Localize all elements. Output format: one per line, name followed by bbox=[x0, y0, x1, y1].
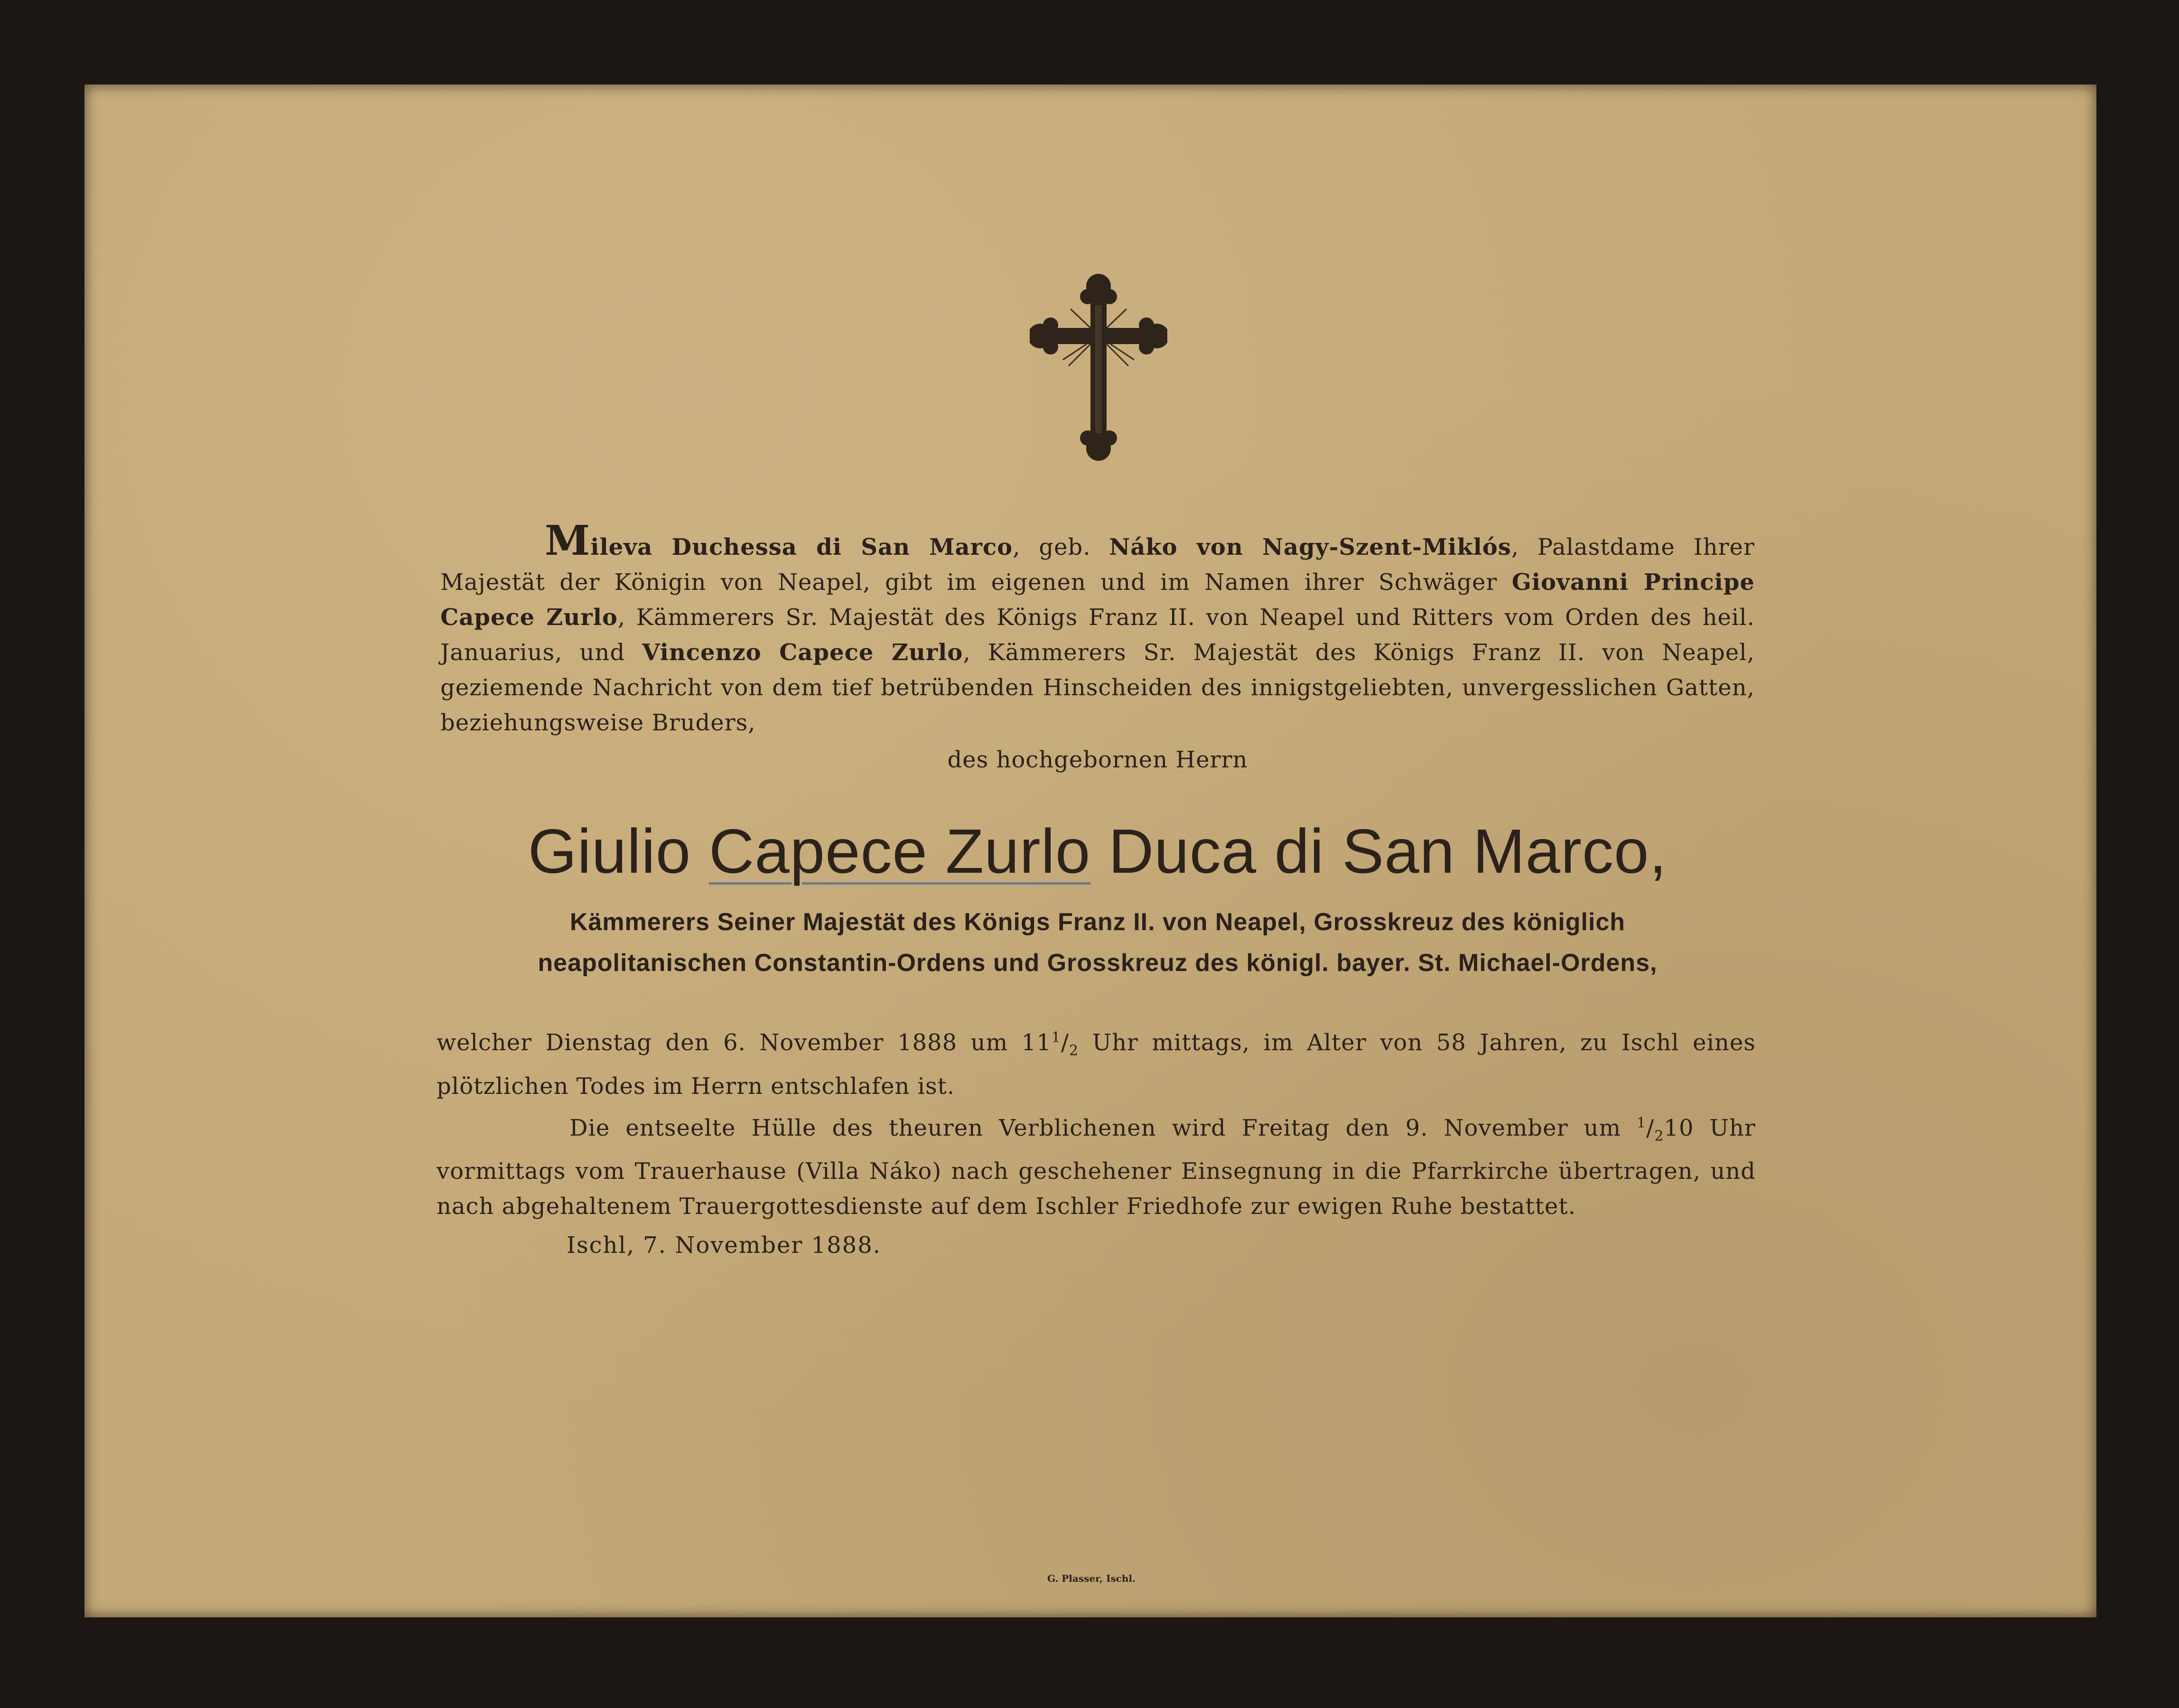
titles-line-2: neapolitanischen Constantin-Ordens und Grosskreuz des königl. bayer. St. Michael-Ordens, bbox=[538, 949, 1658, 977]
death-and-burial-text bbox=[437, 1020, 1756, 1224]
widow-name: ileva Duchessa di San Marco bbox=[590, 534, 1013, 560]
name-part-1: Giulio bbox=[528, 816, 709, 886]
fraction-denominator: 2 bbox=[1069, 1042, 1079, 1059]
name-part-underlined: Capece Zurlo bbox=[708, 816, 1091, 886]
name-part-2: Duca di San Marco, bbox=[1090, 816, 1667, 886]
fraction-numerator: 1 bbox=[1637, 1114, 1647, 1131]
burial-text-2: 10 Uhr vormittags vom Trauerhause (Villa Náko) nach geschehener Einsegnung in die Pfarrkirche übertragen, und nach abgehaltenem Trauergottesdienste auf dem Ischler Friedhofe zur ewigen Ruhe bestattet. bbox=[437, 1114, 1756, 1220]
drop-cap: M bbox=[545, 517, 591, 565]
printer-credit: G. Plasser, Ischl. bbox=[1047, 1573, 1136, 1584]
deceased-titles bbox=[475, 902, 1721, 983]
burial-text-1: Die entseelte Hülle des theuren Verblichenen wird Freitag den 9. November um bbox=[569, 1114, 1637, 1141]
titles-line-1: Kämmerers Seiner Majestät des Königs Franz II. von Neapel, Grosskreuz des königlich bbox=[569, 908, 1626, 936]
intro-text-4: , Kämmerers Sr. Majestät des Königs Franz II. von Neapel, geziemende Nachricht von dem tief betrübenden Hinscheiden des innigstgeliebten, unvergesslichen Gatten, beziehungsweise Bruders, bbox=[440, 639, 1755, 736]
brother-in-law-1: Giovanni Principe Capece Zurlo bbox=[440, 569, 1755, 631]
intro-text-3: , Kämmerers Sr. Majestät des Königs Franz II. von Neapel und Ritters vom Orden des heil. Januarius, und bbox=[440, 604, 1755, 666]
intro-text-2: , Palastdame Ihrer Majestät der Königin von Neapel, gibt im eigenen und im Namen ihrer Schwäger bbox=[440, 534, 1755, 596]
burial-paragraph: Die entseelte Hülle des theuren Verblichenen wird Freitag den 9. November um $^1/_210$ Uhr vormittags vom Trauerhause (Villa Náko) nach geschehener Einsegnung in die Pfarrkirche übertragen, und nach abgehaltenem Trauergottesdienste auf dem Ischler Friedhofe zur ewigen Ruhe bestattet. bbox=[437, 1114, 1756, 1220]
intro-text-1: , geb. bbox=[1013, 534, 1109, 560]
fraction-numerator: 1 bbox=[1051, 1029, 1061, 1046]
death-paragraph: welcher Dienstag den 6. November 1888 um $11^1/_2$ Uhr mittags, im Alter von 58 Jahren, zu Ischl eines plötzlichen Todes im Herrn entschlafen ist. bbox=[437, 1029, 1756, 1100]
deceased-name bbox=[440, 815, 1755, 887]
honorific-line: des hochgebornen Herrn bbox=[947, 747, 1248, 773]
brother-in-law-2: Vincenzo Capece Zurlo bbox=[642, 639, 963, 666]
death-text-2: Uhr mittags, im Alter von 58 Jahren, zu Ischl eines plötzlichen Todes im Herrn entschlafen ist. bbox=[437, 1029, 1756, 1100]
botonee-cross-icon bbox=[1030, 272, 1167, 462]
death-text-1: welcher Dienstag den 6. November 1888 um 11 bbox=[437, 1029, 1052, 1056]
place-and-date: Ischl, 7. November 1888. bbox=[567, 1232, 881, 1259]
announcement-paragraph bbox=[440, 517, 1755, 740]
fraction-denominator: 2 bbox=[1654, 1128, 1664, 1145]
maiden-name: Náko von Nagy-Szent-Miklós bbox=[1109, 534, 1511, 560]
